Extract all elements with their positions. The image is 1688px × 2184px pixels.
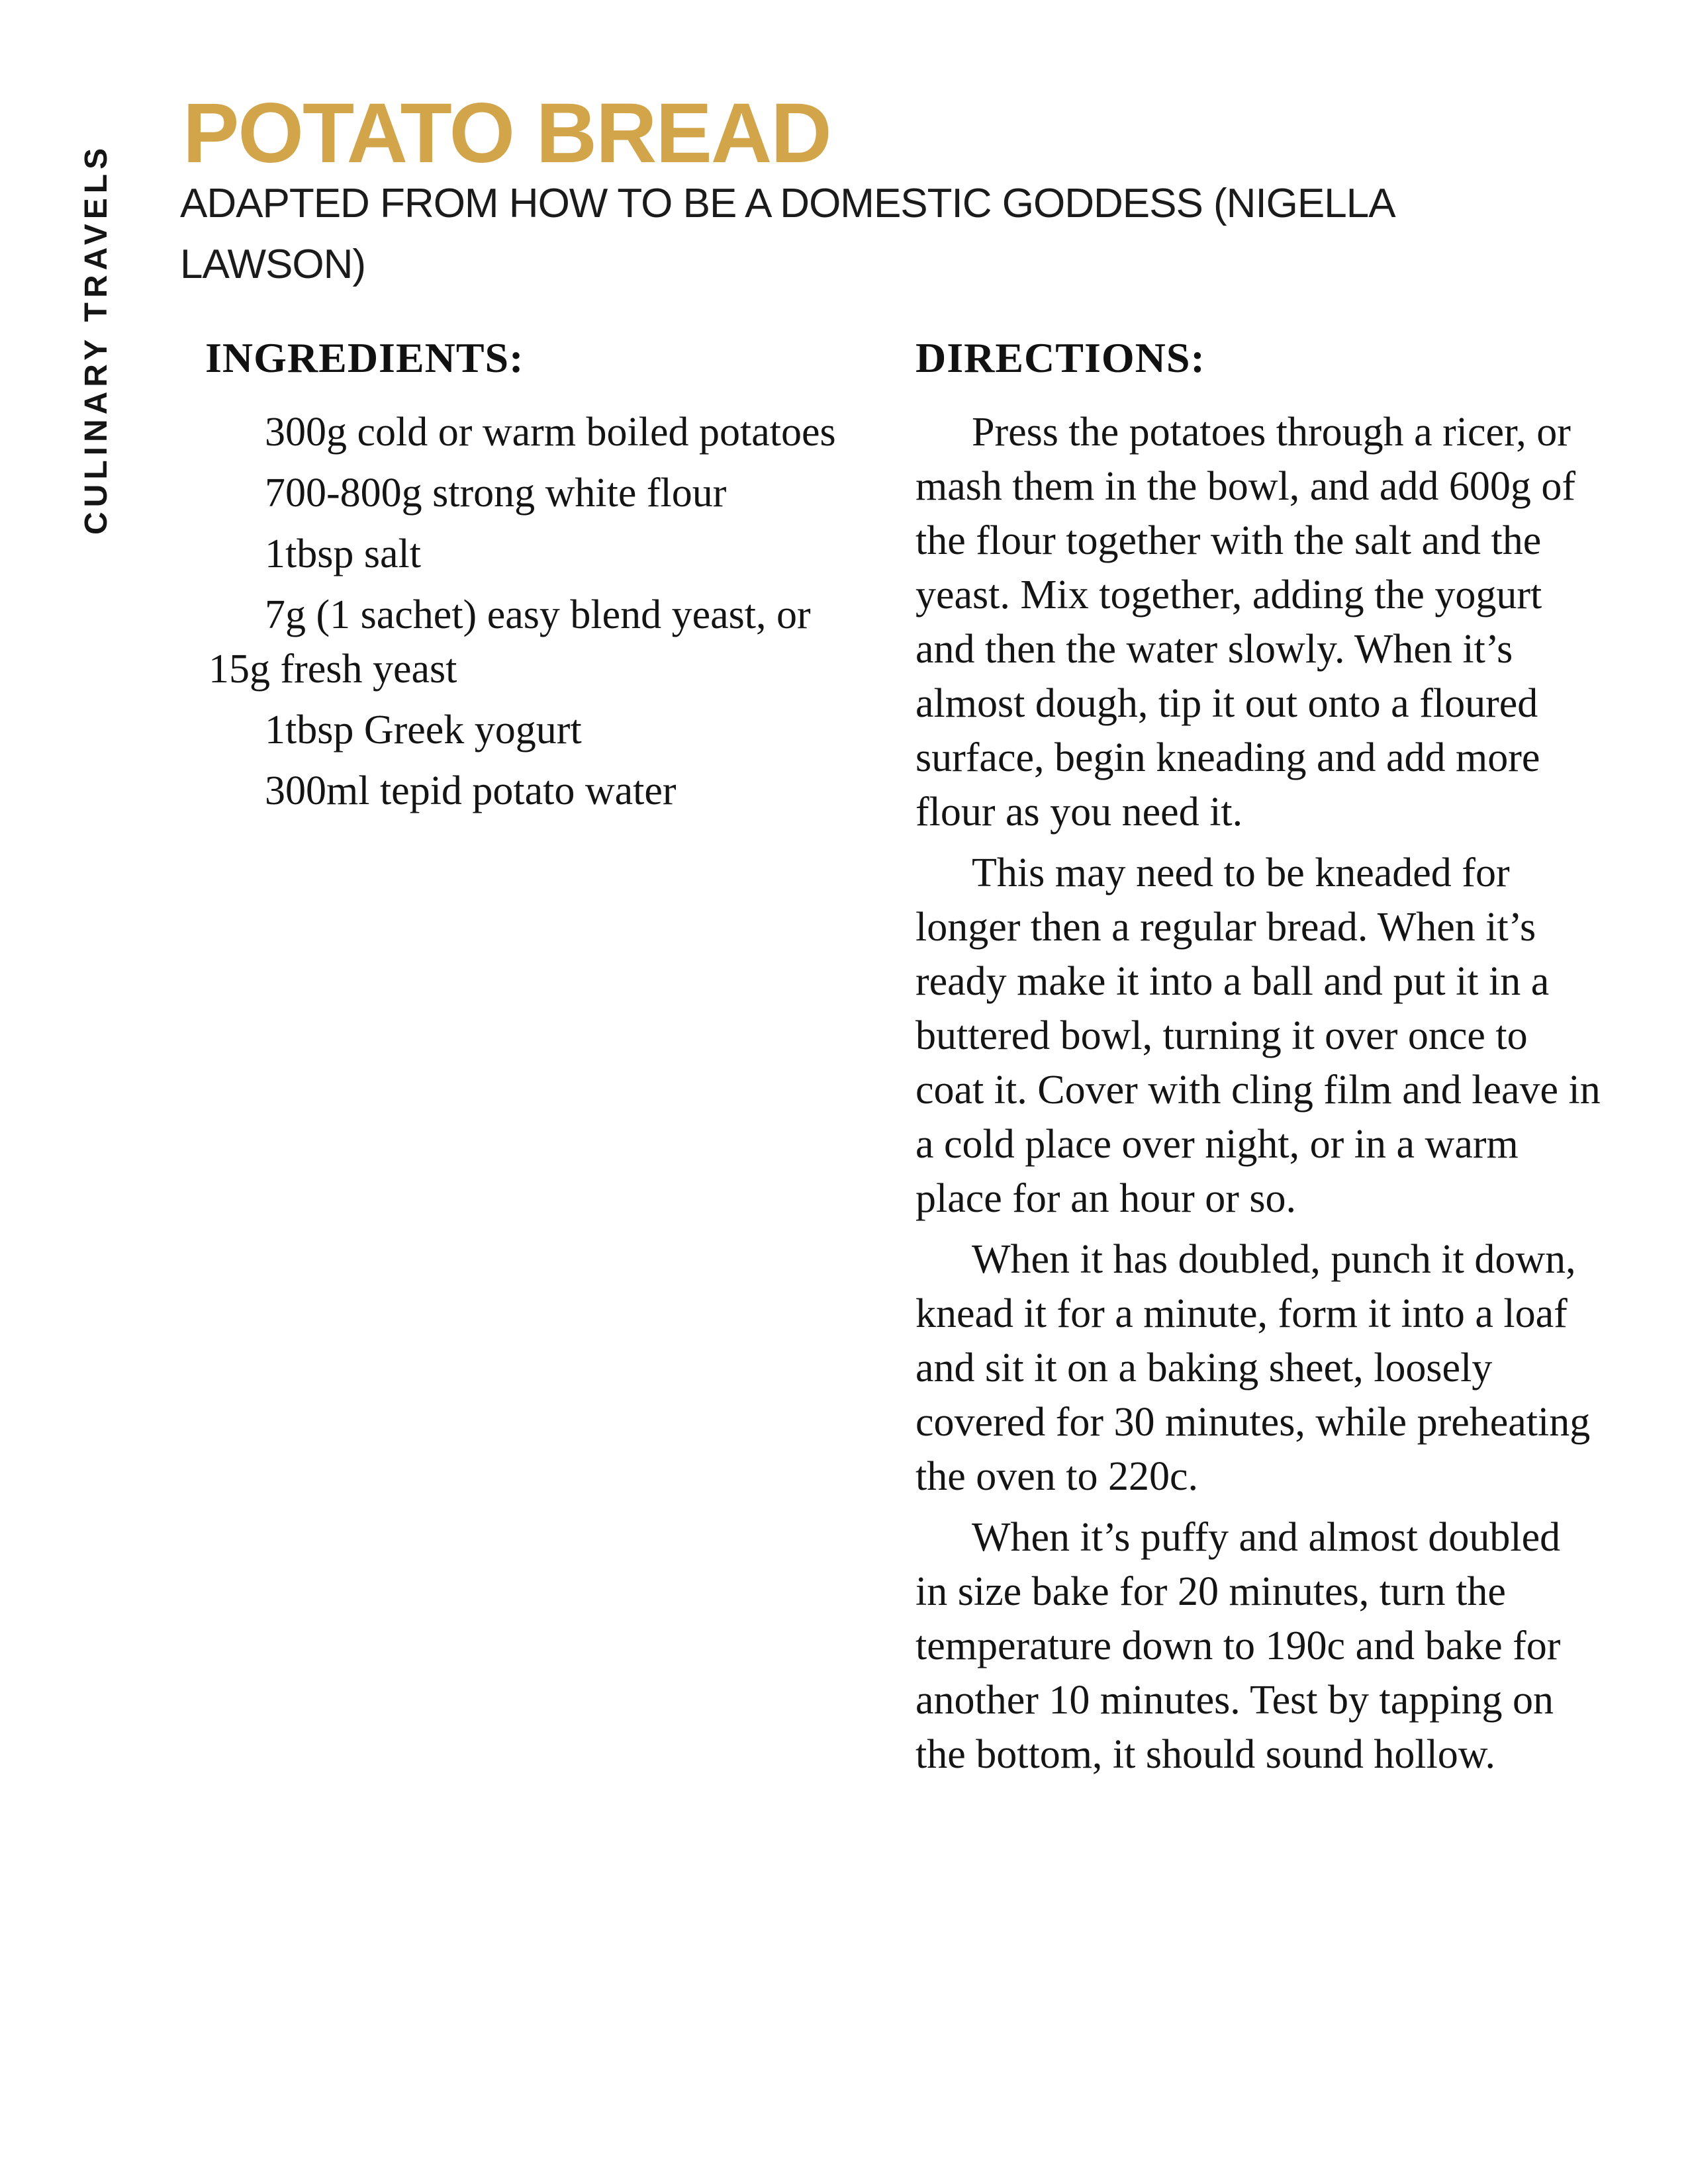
ingredient-item: 300ml tepid potato water [265,768,677,813]
directions-heading: DIRECTIONS: [915,334,1205,381]
ingredient-item: 7g (1 sachet) easy blend yeast, or 15g fresh yeast [209,592,811,692]
ingredient-item: 1tbsp Greek yogurt [265,707,582,752]
ingredient-item: 700-800g strong white flour [265,471,727,516]
page-title: POTATO BREAD [183,86,831,181]
page-subtitle [180,173,1395,295]
ingredient-item: 300g cold or warm boiled potatoes [265,410,836,455]
direction-paragraph: This may need to be kneaded for longer then a regular bread. When it’s ready make it into a ball and put it in a buttered bowl, turning it over once to coat it. Cover with cling film and leave in a cold place over night, or in a warm place for an hour or so. [915,850,1601,1221]
ingredients-heading: INGREDIENTS: [205,334,524,381]
subtitle-line-1: ADAPTED FROM HOW TO BE A DOMESTIC GODDESS (NIGELLA [180,181,1395,226]
direction-paragraph: When it’s puffy and almost doubled in size bake for 20 minutes, turn the temperature down to 190c and bake for another 10 minutes. Test by tapping on the bottom, it should sound hollow. [915,1515,1561,1777]
direction-paragraph: When it has doubled, punch it down, knead it for a minute, form it into a loaf and sit it on a baking sheet, loosely covered for 30 minutes, while preheating the oven to 220c. [915,1237,1591,1499]
ingredient-item: 1tbsp salt [265,531,421,576]
subtitle-line-2: LAWSON) [180,242,366,287]
direction-paragraph: Press the potatoes through a ricer, or mash them in the bowl, and add 600g of the flour together with the salt and the yeast. Mix together, adding the yogurt and then the water slowly. When it’s almost dough, tip it out onto a floured surface, begin kneading and add more flour as you need it. [915,410,1575,835]
brand-vertical-text: CULINARY TRAVELS [79,143,114,535]
ingredients-list [209,405,854,825]
directions-text [915,405,1601,1788]
